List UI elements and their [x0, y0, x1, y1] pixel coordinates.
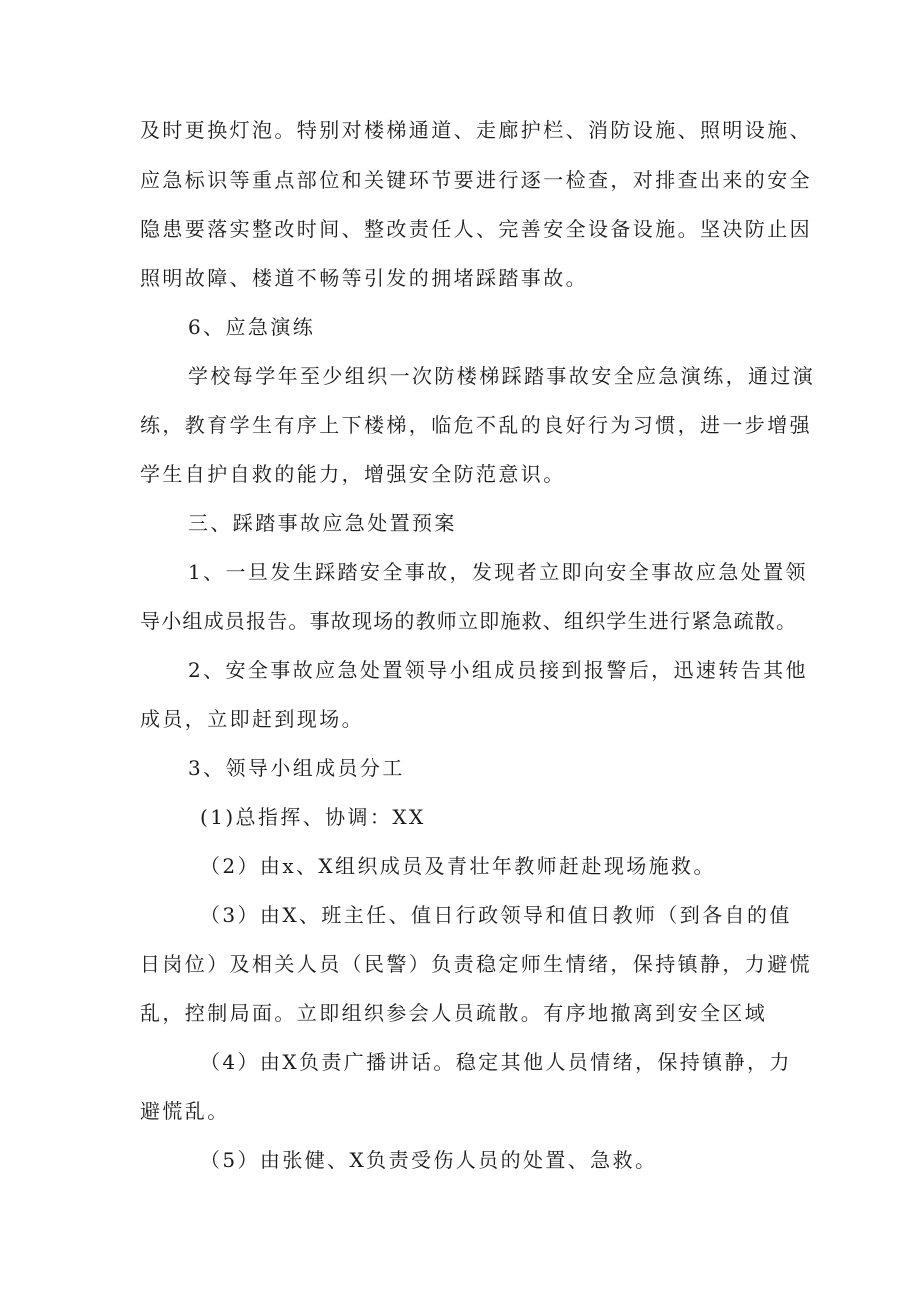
text-line: 及时更换灯泡。特别对楼梯通道、走廊护栏、消防设施、照明设施、	[140, 118, 812, 142]
text-line: 学校每学年至少组织一次防楼梯踩踏事故安全应急演练，通过演	[188, 364, 816, 388]
text-line: 学生自护自救的能力，增强安全防范意识。	[140, 462, 566, 486]
text-line: 2、安全事故应急处置领导小组成员接到报警后，迅速转告其他	[188, 658, 808, 682]
text-line: （2）由x、X组织成员及青壮年教师赶赴现场施救。	[200, 854, 716, 878]
text-line: (1)总指挥、协调：XX	[200, 805, 426, 829]
section-heading: 6、应急演练	[188, 315, 316, 339]
text-line: 日岗位）及相关人员（民警）负责稳定师生情绪，保持镇静，力避慌	[140, 952, 812, 976]
section-heading: 3、领导小组成员分工	[188, 756, 405, 780]
text-line: （5）由张健、X负责受伤人员的处置、急救。	[200, 1148, 658, 1172]
text-line: 练，教育学生有序上下楼梯，临危不乱的良好行为习惯，进一步增强	[140, 413, 812, 437]
section-heading: 三、踩踏事故应急处置预案	[188, 511, 457, 535]
text-line: 隐患要落实整改时间、整改责任人、完善安全设备设施。坚决防止因	[140, 217, 812, 241]
text-line: 乱，控制局面。立即组织参会人员疏散。有序地撤离到安全区域	[140, 1001, 768, 1025]
text-line: 应急标识等重点部位和关键环节要进行逐一检查，对排查出来的安全	[140, 168, 812, 192]
text-line: 导小组成员报告。事故现场的教师立即施救、组织学生进行紧急疏散。	[140, 609, 798, 633]
text-line: 成员，立即赶到现场。	[140, 707, 364, 731]
text-line: （3）由X、班主任、值日行政领导和值日教师（到各自的值	[200, 903, 792, 927]
text-line: 避慌乱。	[140, 1099, 230, 1123]
text-line: （4）由X负责广播讲话。稳定其他人员情绪，保持镇静，力	[200, 1050, 792, 1074]
text-line: 1、一旦发生踩踏安全事故，发现者立即向安全事故应急处置领	[188, 560, 808, 584]
text-line: 照明故障、楼道不畅等引发的拥堵踩踏事故。	[140, 266, 588, 290]
